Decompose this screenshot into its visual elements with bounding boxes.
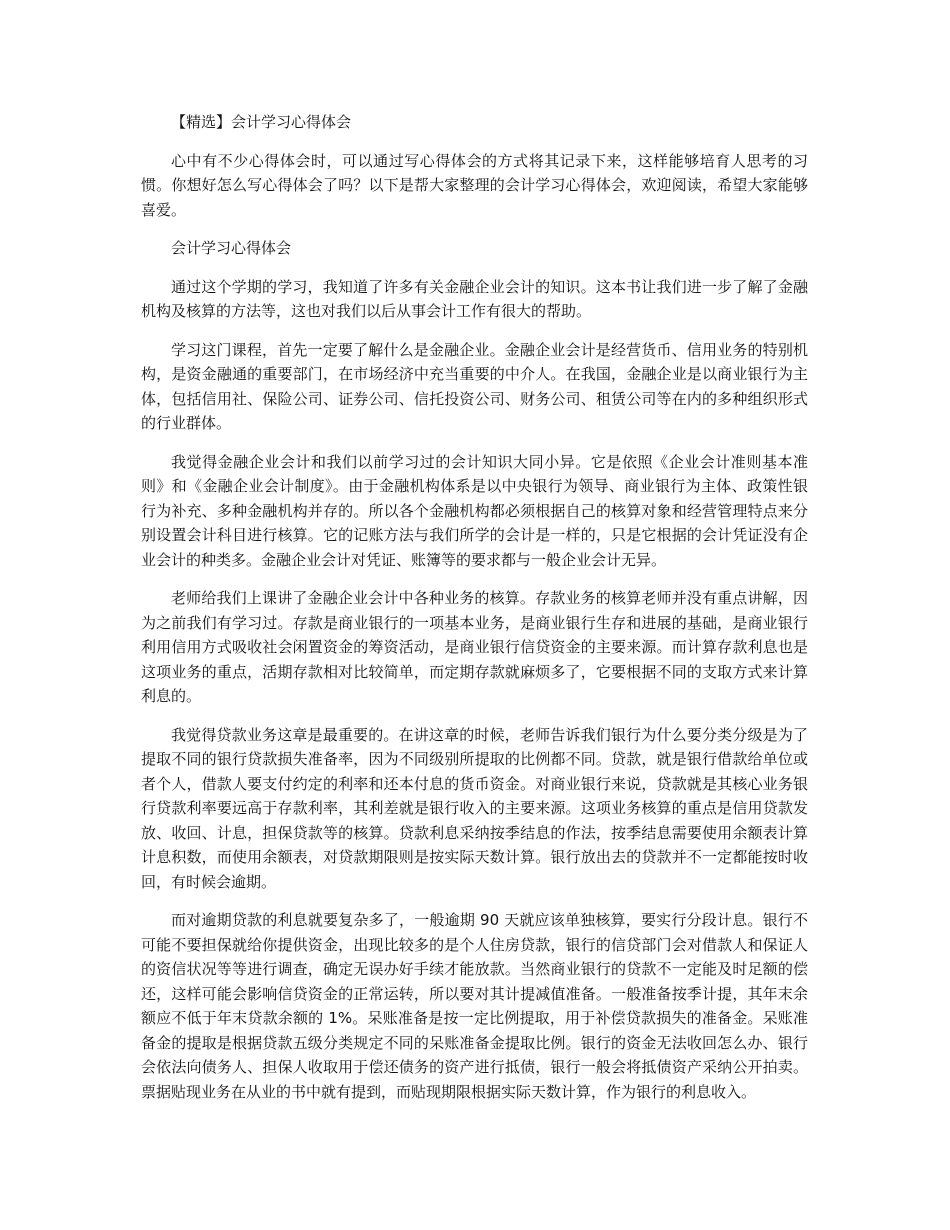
body-paragraph-6: 而对逾期贷款的利息就要复杂多了，一般逾期 90 天就应该单独核算，要实行分段计息。银行不可能不要担保就给你提供资金，出现比较多的是个人住房贷款，银行的信贷部门会对借款人和保证人的资信状况等等进行调查，确定无误办好手续才能放款。当然商业银行的贷款不一定能及时足额的偿还，这样可能会影响信贷资金的正常运转，所以要对其计提减值准备。一般准备按季计提，其年末余额应不低于年末贷款余额的 1%。呆账准备是按一定比例提取，用于补偿贷款损失的准备金。呆账准备金的提取是根据贷款五级分类规定不同的呆账准备金提取比例。银行的资金无法收回怎么办、银行会依法向债务人、担保人收取用于偿还债务的资产进行抵债，银行一般会将抵债资产采纳公开拍卖。票据贴现业务在从业的书中就有提到，而贴现期限根据实际天数计算，作为银行的利息收入。: [141, 911, 808, 1101]
document-title: 【精选】会计学习心得体会: [171, 113, 352, 131]
body-paragraph-3: 我觉得金融企业会计和我们以前学习过的会计知识大同小异。它是依照《企业会计准则基本准则》和《金融企业会计制度》。由于金融机构体系是以中央银行为领导、商业银行为主体、政策性银行为补充、多种金融机构并存的。所以各个金融机构都必须根据自己的核算对象和经营管理特点来分别设置会计科目进行核算。它的记账方法与我们所学的会计是一样的，只是它根据的会计凭证没有企业会计的种类多。金融企业会计对凭证、账簿等的要求都与一般企业会计无异。: [141, 452, 808, 569]
body-paragraph-2: 学习这门课程，首先一定要了解什么是金融企业。金融企业会计是经营货币、信用业务的特别机构，是资金融通的重要部门，在市场经济中充当重要的中介人。在我国，金融企业是以商业银行为主体，包括信用社、保险公司、证券公司、信托投资公司、财务公司、租赁公司等在内的多种组织形式的行业群体。: [141, 340, 808, 432]
body-paragraph-5: 我觉得贷款业务这章是最重要的。在讲这章的时候，老师告诉我们银行为什么要分类分级是为了提取不同的银行贷款损失准备率，因为不同级别所提取的比例都不同。贷款，就是银行借款给单位或者个人，借款人要支付约定的利率和还本付息的货币资金。对商业银行来说，贷款就是其核心业务银行贷款利率要远高于存款利率，其利差就是银行收入的主要来源。这项业务核算的重点是信用贷款发放、收回、计息，担保贷款等的核算。贷款利息采纳按季结息的作法，按季结息需要使用余额表计算计息积数，而使用余额表，对贷款期限则是按实际天数计算。银行放出去的贷款并不一定都能按时收回，有时候会逾期。: [141, 725, 808, 891]
document-page: [141, 110, 808, 1118]
intro-paragraph: 心中有不少心得体会时，可以通过写心得体会的方式将其记录下来，这样能够培育人思考的习惯。你想好怎么写心得体会了吗？以下是帮大家整理的会计学习心得体会，欢迎阅读，希望大家能够喜爱。: [141, 151, 808, 219]
body-paragraph-4: 老师给我们上课讲了金融企业会计中各种业务的核算。存款业务的核算老师并没有重点讲解，因为之前我们有学习过。存款是商业银行的一项基本业务，是商业银行生存和进展的基础，是商业银行利用信用方式吸收社会闲置资金的筹资活动，是商业银行信贷资金的主要来源。而计算存款利息也是这项业务的重点，活期存款相对比较简单，而定期存款就麻烦多了，它要根据不同的支取方式来计算利息的。: [141, 589, 808, 705]
section-subtitle: 会计学习心得体会: [171, 239, 292, 257]
body-paragraph-1: 通过这个学期的学习，我知道了许多有关金融企业会计的知识。这本书让我们进一步了解了金融机构及核算的方法等，这也对我们以后从事会计工作有很大的帮助。: [141, 277, 808, 320]
